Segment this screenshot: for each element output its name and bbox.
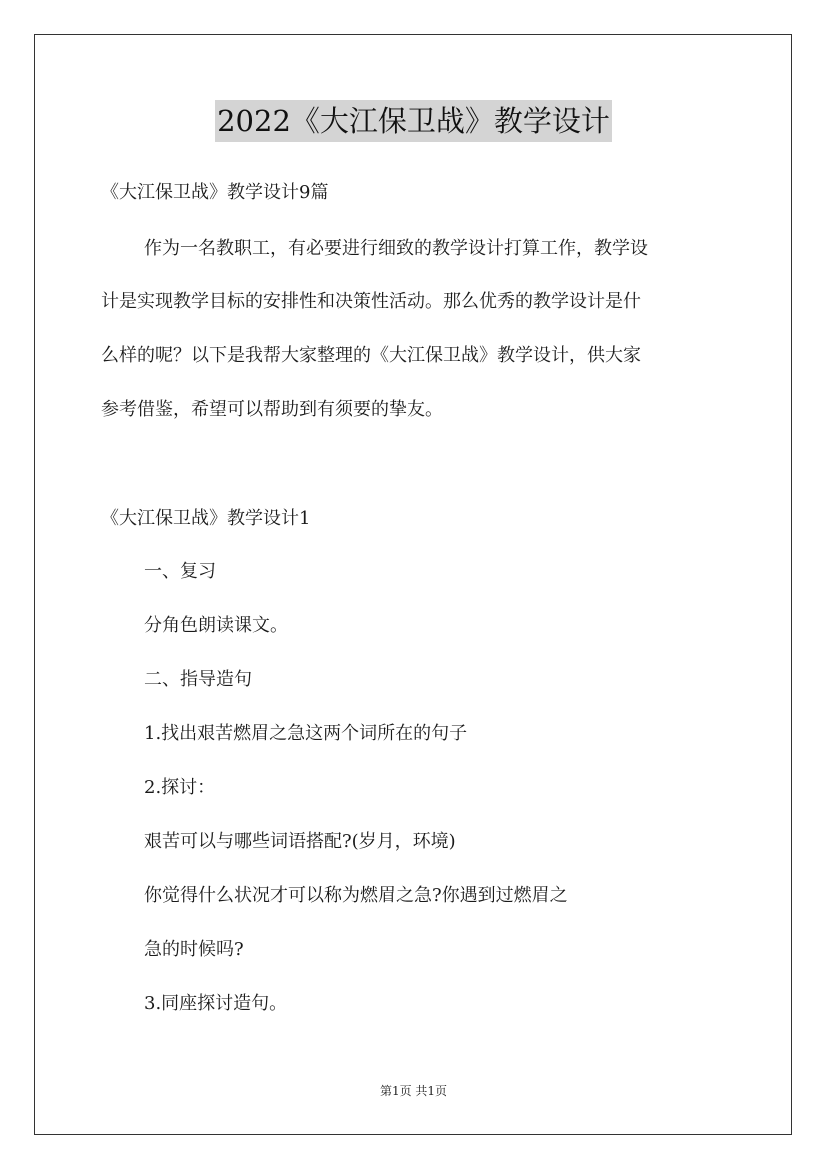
section-line-6: 艰苦可以与哪些词语搭配?(岁月，环境) — [144, 831, 456, 852]
title-container — [0, 100, 827, 142]
page-footer: 第1页 共1页 — [379, 1084, 448, 1098]
section-line-4: 1.找出艰苦燃眉之急这两个词所在的句子 — [144, 723, 468, 744]
section-line-7: 你觉得什么状况才可以称为燃眉之急?你遇到过燃眉之 — [144, 885, 568, 906]
intro-line-2: 计是实现教学目标的安排性和决策性活动。那么优秀的教学设计是什 — [101, 291, 641, 312]
document-title: 2022《大江保卫战》教学设计 — [215, 100, 612, 142]
intro-line-3: 么样的呢？以下是我帮大家整理的《大江保卫战》教学设计，供大家 — [101, 345, 641, 366]
section-line-3: 二、指导造句 — [144, 669, 252, 690]
intro-line-4: 参考借鉴，希望可以帮助到有须要的挚友。 — [101, 399, 443, 420]
intro-line-1: 作为一名教职工，有必要进行细致的教学设计打算工作，教学设 — [144, 238, 648, 259]
section-line-9: 3.同座探讨造句。 — [144, 993, 288, 1014]
section-line-2: 分角色朗读课文。 — [144, 615, 288, 636]
section-line-5: 2.探讨： — [144, 777, 216, 798]
document-subtitle: 《大江保卫战》教学设计9篇 — [101, 182, 329, 203]
section-line-1: 一、复习 — [144, 561, 216, 582]
section-line-8: 急的时候吗? — [144, 939, 244, 960]
section-heading: 《大江保卫战》教学设计1 — [101, 508, 311, 529]
